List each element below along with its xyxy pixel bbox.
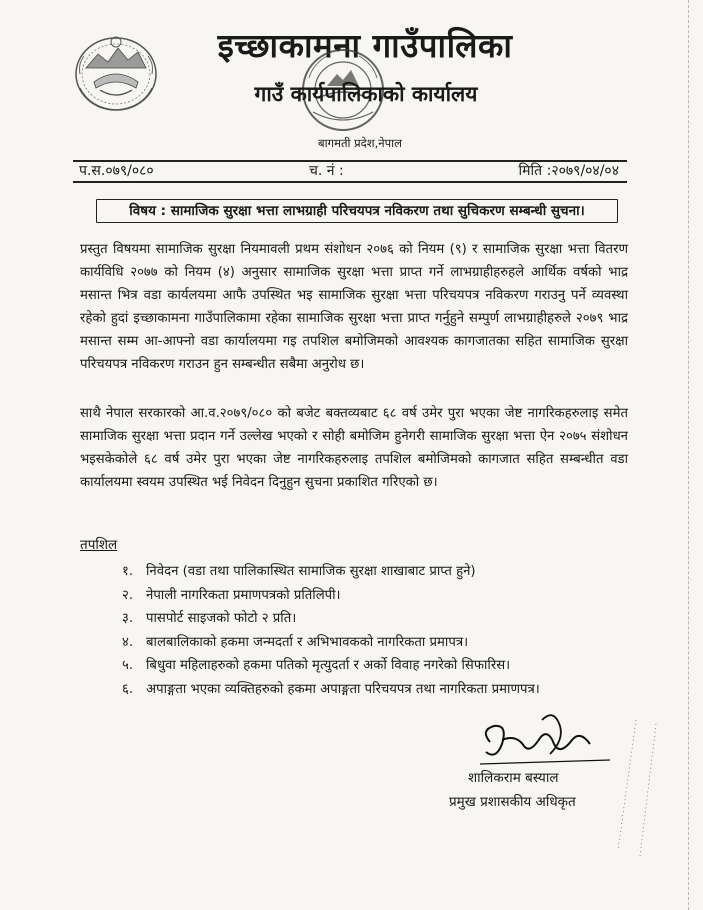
page-edge <box>687 0 689 910</box>
list-item <box>122 654 622 678</box>
letter-date: मिति :२०७९/०४/०४ <box>518 163 619 179</box>
body-paragraph-1: प्रस्तुत विषयमा सामाजिक सुरक्षा नियमावली प्रथम संशोधन २०७६ को नियम (९) र सामाजिक सुरक्षा भत्ता वितरण कार्यविधि २०७७ को नियम (४) अनुसार सामाजिक सुरक्षा भत्ता प्राप्त गर्ने लाभग्राहीहरुहले आर्थिक वर्षको भाद्र मसान्त भित्र वडा कार्यलयमा आफै उपस्थित भइ सामाजिक सुरक्षा भत्ता परिचयपत्र नविकरण गराउनु पर्ने व्यवस्था रहेको हुदां इच्छाकामना गाउँपालिकामा रहेका सामाजिक सुरक्षा भत्ता प्राप्त गर्नुहुने सम्पुर्ण लाभग्राहीहरुले २०७९ भाद्र मसान्त सम्म आ-आफ्नो वडा कार्यालयमा गइ तपशिल बमोजिमको आवश्यक कागजातका सहित सामाजिक सुरक्षा परिचयपत्र नविकरण गराउन हुन सम्बन्धीत सबैमा अनुरोध छ। <box>80 242 628 372</box>
office-name: गाउँ कार्यपालिकाको कार्यालय <box>254 82 478 106</box>
required-documents-list <box>122 560 622 702</box>
list-item-text: अपाङ्गता भएका व्यक्तिहरुको हकमा अपाङ्गता परिचयपत्र तथा नागरिकता प्रमाणपत्र। <box>146 681 540 697</box>
municipality-name: इच्छाकामना गाउँपालिका <box>217 26 513 65</box>
list-item-text: बिधुवा महिलाहरुको हकमा पतिको मृत्युदर्ता र अर्को विवाह नगरेको सिफारिस। <box>146 658 511 674</box>
list-item-text: निवेदन (वडा तथा पालिकास्थित सामाजिक सुरक्षा शाखाबाट प्राप्त हुने) <box>146 564 476 579</box>
list-item-number: ३. <box>122 611 134 627</box>
details-heading: तपशिल <box>80 537 118 553</box>
government-emblem-logo <box>66 28 166 116</box>
office-address: बागमती प्रदेश,नेपाल <box>318 136 402 150</box>
dispatch-number: च. नं : <box>309 163 344 179</box>
list-item-number: २. <box>122 587 134 603</box>
list-item-text: नेपाली नागरिकता प्रमाणपत्रको प्रतिलिपी। <box>146 587 341 603</box>
list-item <box>122 584 622 608</box>
list-item-number: ५. <box>122 658 134 674</box>
list-item-number: १. <box>122 564 134 579</box>
body-paragraph-2: साथै नेपाल सरकारको आ.व.२०७९/०८० को बजेट बक्तव्यबाट ६८ वर्ष उमेर पुरा भएका जेष्ट नागरिकहरुलाइ समेत सामाजिक सुरक्षा भत्ता प्रदान गर्ने उल्लेख भएको र सोही बमोजिम हुनेगरी सामाजिक सुरक्षा भत्ता ऐन २०७५ संशोधन भइसकेकोले ६८ वर्ष उमेर पुरा भएका जेष्ट नागरिकहरुलाइ तपशिल बमोजिमको कागजात सहित सम्बन्धीत वडा कार्यालयमा स्वयम उपस्थित भई निवेदन दिनुहुन सुचना प्रकाशित गरिएको छ। <box>80 406 628 490</box>
list-item <box>122 560 622 584</box>
signatory-title: प्रमुख प्रशासकीय अधिकृत <box>449 794 576 810</box>
list-item <box>122 631 622 655</box>
signatory-name: शालिकराम बस्याल <box>468 770 559 786</box>
list-item-number: ६. <box>122 681 134 697</box>
reference-bar <box>73 160 627 183</box>
list-item-text: बालबालिकाको हकमा जन्मदर्ता र अभिभावकको नागरिकता प्रमापत्र। <box>146 634 469 650</box>
reference-number: प.स.०७९/०८० <box>79 163 154 179</box>
list-item <box>122 678 622 702</box>
list-item <box>122 607 622 631</box>
subject-line: विषय : सामाजिक सुरक्षा भत्ता लाभग्राही परिचयपत्र नविकरण तथा सुचिकरण सम्बन्धी सुचना। <box>96 199 618 223</box>
list-item-text: पासपोर्ट साइजको फोटो २ प्रति। <box>146 611 297 627</box>
list-item-number: ४. <box>122 634 134 650</box>
